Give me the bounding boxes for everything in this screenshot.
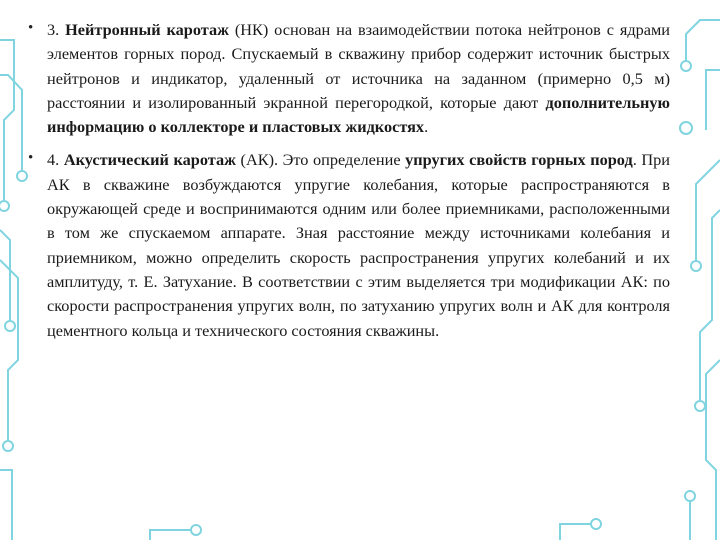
circuit-node [691, 261, 701, 271]
text-run: . При АК в скважине возбуждаются упругие колебания, которые распространяются в окружающей среде и воспринимаются одним или более приемниками, расположенными в том же спускаемом аппарате. Зная расстояние между источниками колебания и приемником, можно определить скорость распространения упругих колебаний и их амплитуду, т. Е. Затухание. В соответствии с этим выделяется три модификации АК: по скорости распространения упругих волн, по затуханию упругих волн и АК для контроля цементного кольца и технического состояния скважины. [47, 150, 670, 340]
paragraph-neutron-logging [47, 18, 670, 139]
circuit-node [191, 525, 201, 535]
circuit-trace-right-3 [696, 160, 720, 260]
circuit-node [695, 401, 705, 411]
circuit-trace-left-3 [0, 230, 10, 320]
circuit-trace-right-4 [700, 210, 720, 400]
circuit-trace-bottom-1 [560, 524, 590, 540]
circuit-trace-right-1 [686, 20, 720, 60]
text-run-bold: дополнительную информацию о коллекторе и пластовых жидкостях [47, 92, 670, 137]
list-item-neutron-logging [28, 18, 670, 139]
circuit-node [17, 171, 27, 181]
text-run: 4. [47, 150, 64, 170]
circuit-node [680, 122, 692, 134]
bullet-icon: • [28, 20, 34, 36]
circuit-trace-right-2 [706, 70, 720, 130]
text-run-bold: упругих свойств горных пород [405, 150, 633, 170]
text-run: . [424, 117, 429, 137]
circuit-node [685, 491, 695, 501]
circuit-trace-bottom-2 [150, 530, 190, 540]
circuit-trace-left-1 [0, 40, 14, 200]
text-run: (АК). Это определение [235, 150, 406, 170]
circuit-node [0, 201, 9, 211]
circuit-node [5, 321, 15, 331]
paragraph-acoustic-logging [47, 148, 670, 342]
text-run: (НК) основан на взаимодействии потока нейтронов с ядрами элементов горных пород. Спускаемый в скважину прибор содержит источник быстрых нейтронов и индикатор, удаленный от источника на заданном (примерно 0,5 м) расстоянии и изолированный экранной перегородкой, которые дают [47, 20, 670, 112]
list-item-acoustic-logging [28, 148, 670, 342]
text-run-bold: Акустический каротаж [63, 150, 236, 170]
bullet-icon: • [28, 150, 34, 167]
circuit-node [591, 519, 601, 529]
circuit-node [681, 61, 691, 71]
text-run-bold: Нейтронный каротаж [65, 20, 229, 39]
slide-content [28, 18, 670, 352]
text-run: 3. [47, 20, 66, 39]
circuit-node [3, 441, 13, 451]
circuit-trace-left-5 [0, 470, 12, 540]
circuit-trace-right-5 [706, 360, 720, 540]
